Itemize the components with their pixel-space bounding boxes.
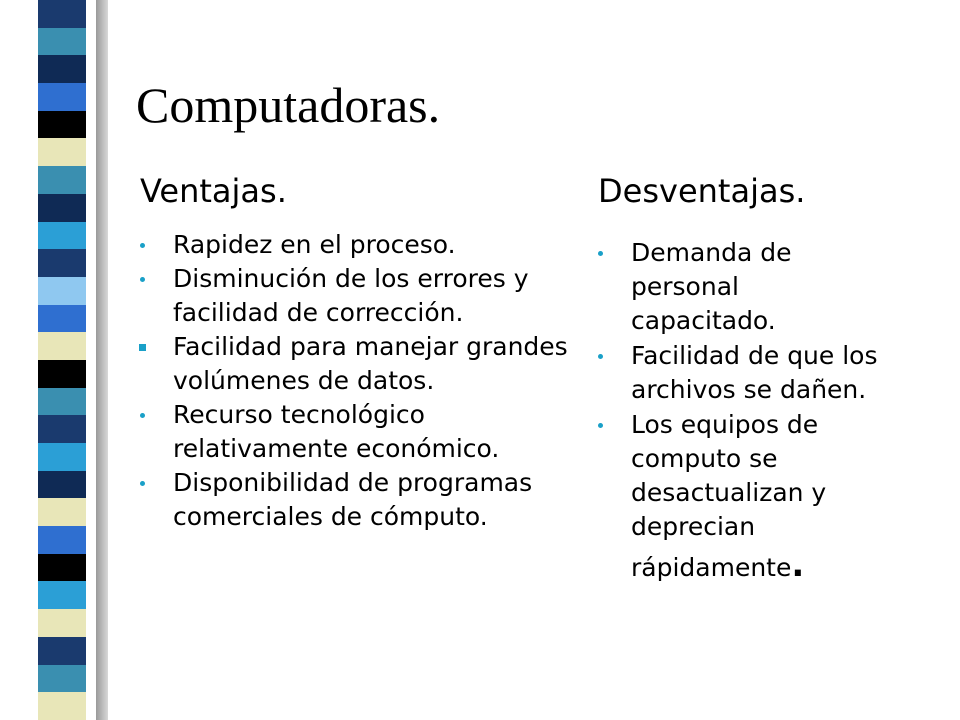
advantages-list	[132, 228, 582, 534]
stripe-block	[38, 471, 86, 499]
stripe-block	[38, 83, 86, 111]
stripe-block	[38, 360, 86, 388]
stripe-block	[38, 305, 86, 333]
bullet-dot-icon	[140, 243, 145, 248]
stripe-block	[38, 609, 86, 637]
stripe-blocks	[38, 0, 86, 720]
list-item: Disponibilidad de programas comerciales de cómputo.	[132, 466, 582, 534]
bullet-dot-icon	[140, 413, 145, 418]
stripe-block	[38, 526, 86, 554]
stripe-block	[38, 138, 86, 166]
bullet-dot-icon	[140, 481, 145, 486]
stripe-shadow	[96, 0, 108, 720]
stripe-block	[38, 55, 86, 83]
list-item: Recurso tecnológico relativamente económico.	[132, 398, 582, 466]
decorative-stripe	[0, 0, 108, 720]
stripe-block	[38, 665, 86, 693]
stripe-block	[38, 554, 86, 582]
stripe-block	[38, 249, 86, 277]
list-item: Los equipos de computo se desactualizan y deprecian rápidamente.	[590, 408, 890, 585]
stripe-block	[38, 277, 86, 305]
stripe-block	[38, 388, 86, 416]
stripe-block	[38, 28, 86, 56]
advantages-heading: Ventajas.	[140, 172, 287, 210]
list-item: Demanda de personal capacitado.	[590, 236, 890, 338]
list-item: Disminución de los errores y facilidad de corrección.	[132, 262, 582, 330]
stripe-block	[38, 166, 86, 194]
list-item: Facilidad de que los archivos se dañen.	[590, 339, 890, 407]
list-item: Facilidad para manejar grandes volúmenes de datos.	[132, 330, 582, 398]
stripe-block	[38, 222, 86, 250]
slide-title: Computadoras.	[136, 77, 441, 133]
stripe-block	[38, 637, 86, 665]
stripe-block	[38, 194, 86, 222]
stripe-block	[38, 332, 86, 360]
stripe-block	[38, 111, 86, 139]
bullet-dot-icon	[140, 277, 145, 282]
list-item: Rapidez en el proceso.	[132, 228, 582, 262]
bullet-dot-icon	[598, 354, 603, 359]
stripe-block	[38, 0, 86, 28]
bullet-dot-icon	[598, 423, 603, 428]
stripe-block	[38, 692, 86, 720]
stripe-block	[38, 581, 86, 609]
disadvantages-list	[590, 236, 890, 586]
stripe-block	[38, 443, 86, 471]
stripe-block	[38, 498, 86, 526]
stripe-block	[38, 415, 86, 443]
bullet-square-icon	[139, 344, 146, 351]
disadvantages-heading: Desventajas.	[598, 172, 806, 210]
bullet-dot-icon	[598, 251, 603, 256]
